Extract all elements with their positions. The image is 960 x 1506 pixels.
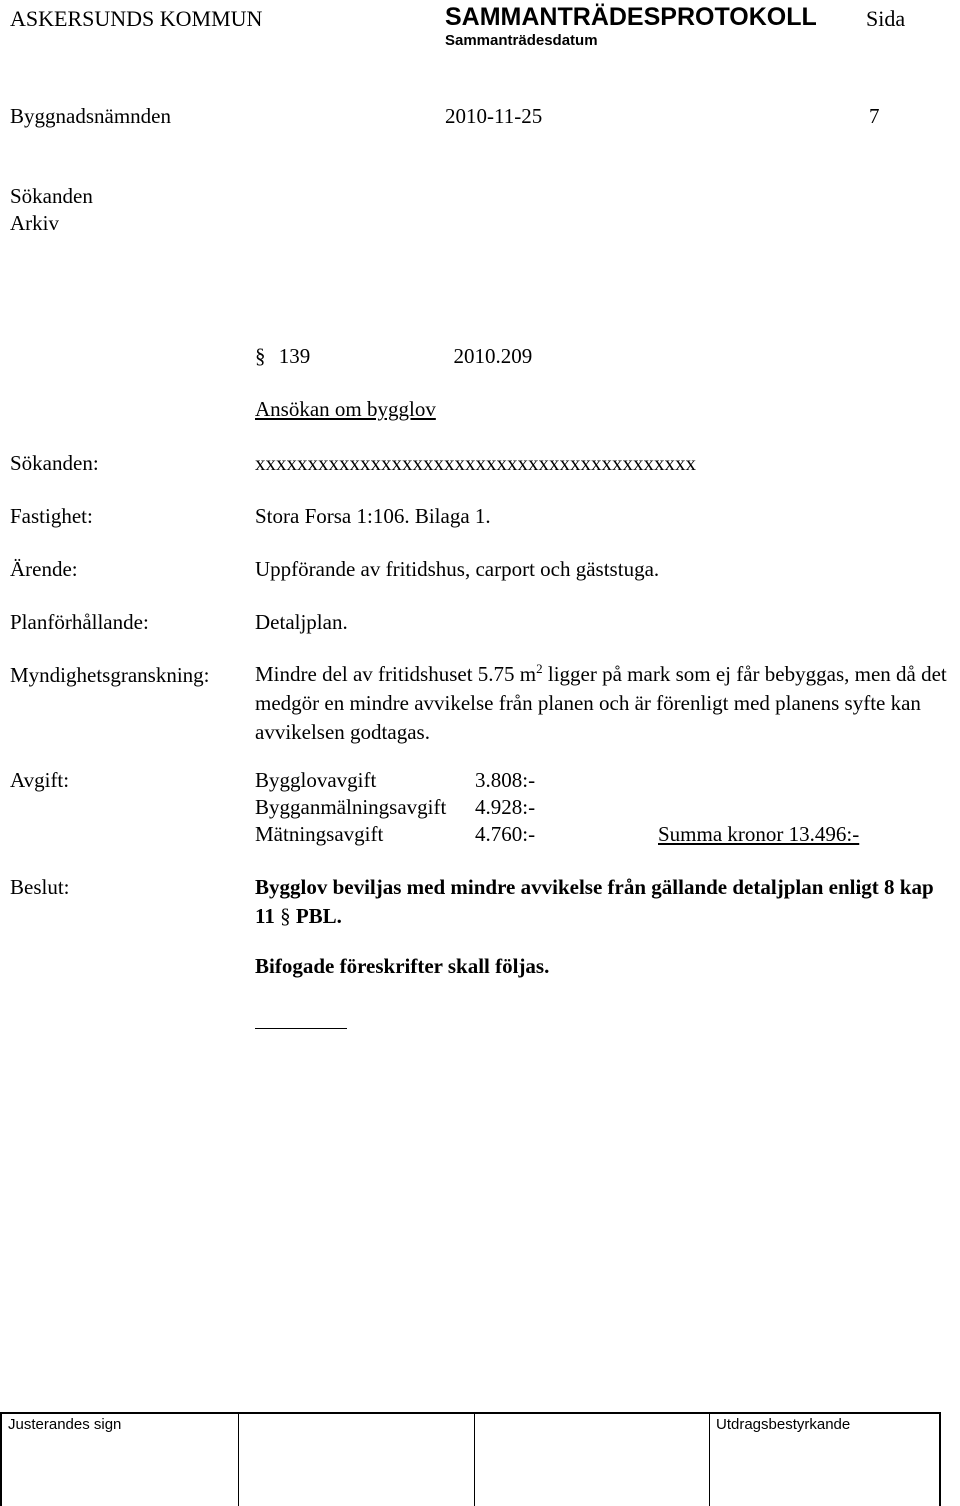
review-superscript: 2 <box>536 661 543 676</box>
meeting-date: 2010-11-25 <box>445 104 543 128</box>
page-number: 7 <box>869 104 880 128</box>
section-symbol: § <box>255 344 266 368</box>
page-label: Sida <box>866 6 906 31</box>
extract-certification-label: Utdragsbestyrkande <box>716 1416 851 1433</box>
paragraph-number: 139 <box>278 344 311 368</box>
signature-box <box>0 1412 941 1506</box>
fee-item-name: Bygglovavgift <box>255 768 377 792</box>
case-heading <box>255 344 532 369</box>
end-divider <box>255 1028 347 1029</box>
fee-item-amount: 4.760:- <box>475 822 536 846</box>
review-text-start: Mindre del av fritidshuset 5.75 m <box>255 662 537 686</box>
signers-label: Justerandes sign <box>8 1416 122 1433</box>
municipality-name: ASKERSUNDS KOMMUN <box>10 6 263 31</box>
case-title: Ansökan om bygglov <box>255 397 436 421</box>
decision-text <box>255 873 955 931</box>
review-text <box>255 660 955 747</box>
fee-item-name: Bygganmälningsavgift <box>255 795 447 819</box>
fee-item-name: Mätningsavgift <box>255 822 384 846</box>
signer-cell <box>475 1414 710 1506</box>
decision-label: Beslut: <box>10 875 70 899</box>
recipient-applicant: Sökanden <box>10 184 93 208</box>
plan-value: Detaljplan. <box>255 610 348 634</box>
matter-label: Ärende: <box>10 557 78 581</box>
document-type: SAMMANTRÄDESPROTOKOLL <box>445 3 817 31</box>
signer-cell <box>2 1414 239 1506</box>
extract-cell <box>710 1414 941 1506</box>
decision-text-end: PBL. <box>290 904 342 928</box>
applicant-label: Sökanden: <box>10 451 99 475</box>
applicant-value: xxxxxxxxxxxxxxxxxxxxxxxxxxxxxxxxxxxxxxxxxx <box>255 451 696 475</box>
case-number: 2010.209 <box>453 344 533 368</box>
matter-value: Uppförande av fritidshus, carport och gäststuga. <box>255 557 660 581</box>
decision-text-start: Bygglov beviljas med mindre avvikelse från gällande detaljplan enligt 8 kap 11 <box>255 875 934 928</box>
fee-item-amount: 4.928:- <box>475 795 536 819</box>
fee-label: Avgift: <box>10 768 70 792</box>
review-label: Myndighetsgranskning: <box>10 663 210 687</box>
recipient-archive: Arkiv <box>10 211 59 235</box>
review-text-rest: ligger på mark som ej får bebyggas, men då det medgör en mindre avvikelse från planen och är förenligt med planens syfte kan avvikelsen godtagas. <box>255 662 947 744</box>
signer-cell <box>239 1414 475 1506</box>
section-symbol: § <box>280 904 291 928</box>
fee-item-amount: 3.808:- <box>475 768 536 792</box>
plan-label: Planförhållande: <box>10 610 149 634</box>
meeting-date-label: Sammanträdesdatum <box>445 32 598 49</box>
committee-name: Byggnadsnämnden <box>10 104 171 128</box>
fee-total: Summa kronor 13.496:- <box>658 822 860 846</box>
decision-note: Bifogade föreskrifter skall följas. <box>255 954 550 978</box>
property-value: Stora Forsa 1:106. Bilaga 1. <box>255 504 491 528</box>
property-label: Fastighet: <box>10 504 93 528</box>
